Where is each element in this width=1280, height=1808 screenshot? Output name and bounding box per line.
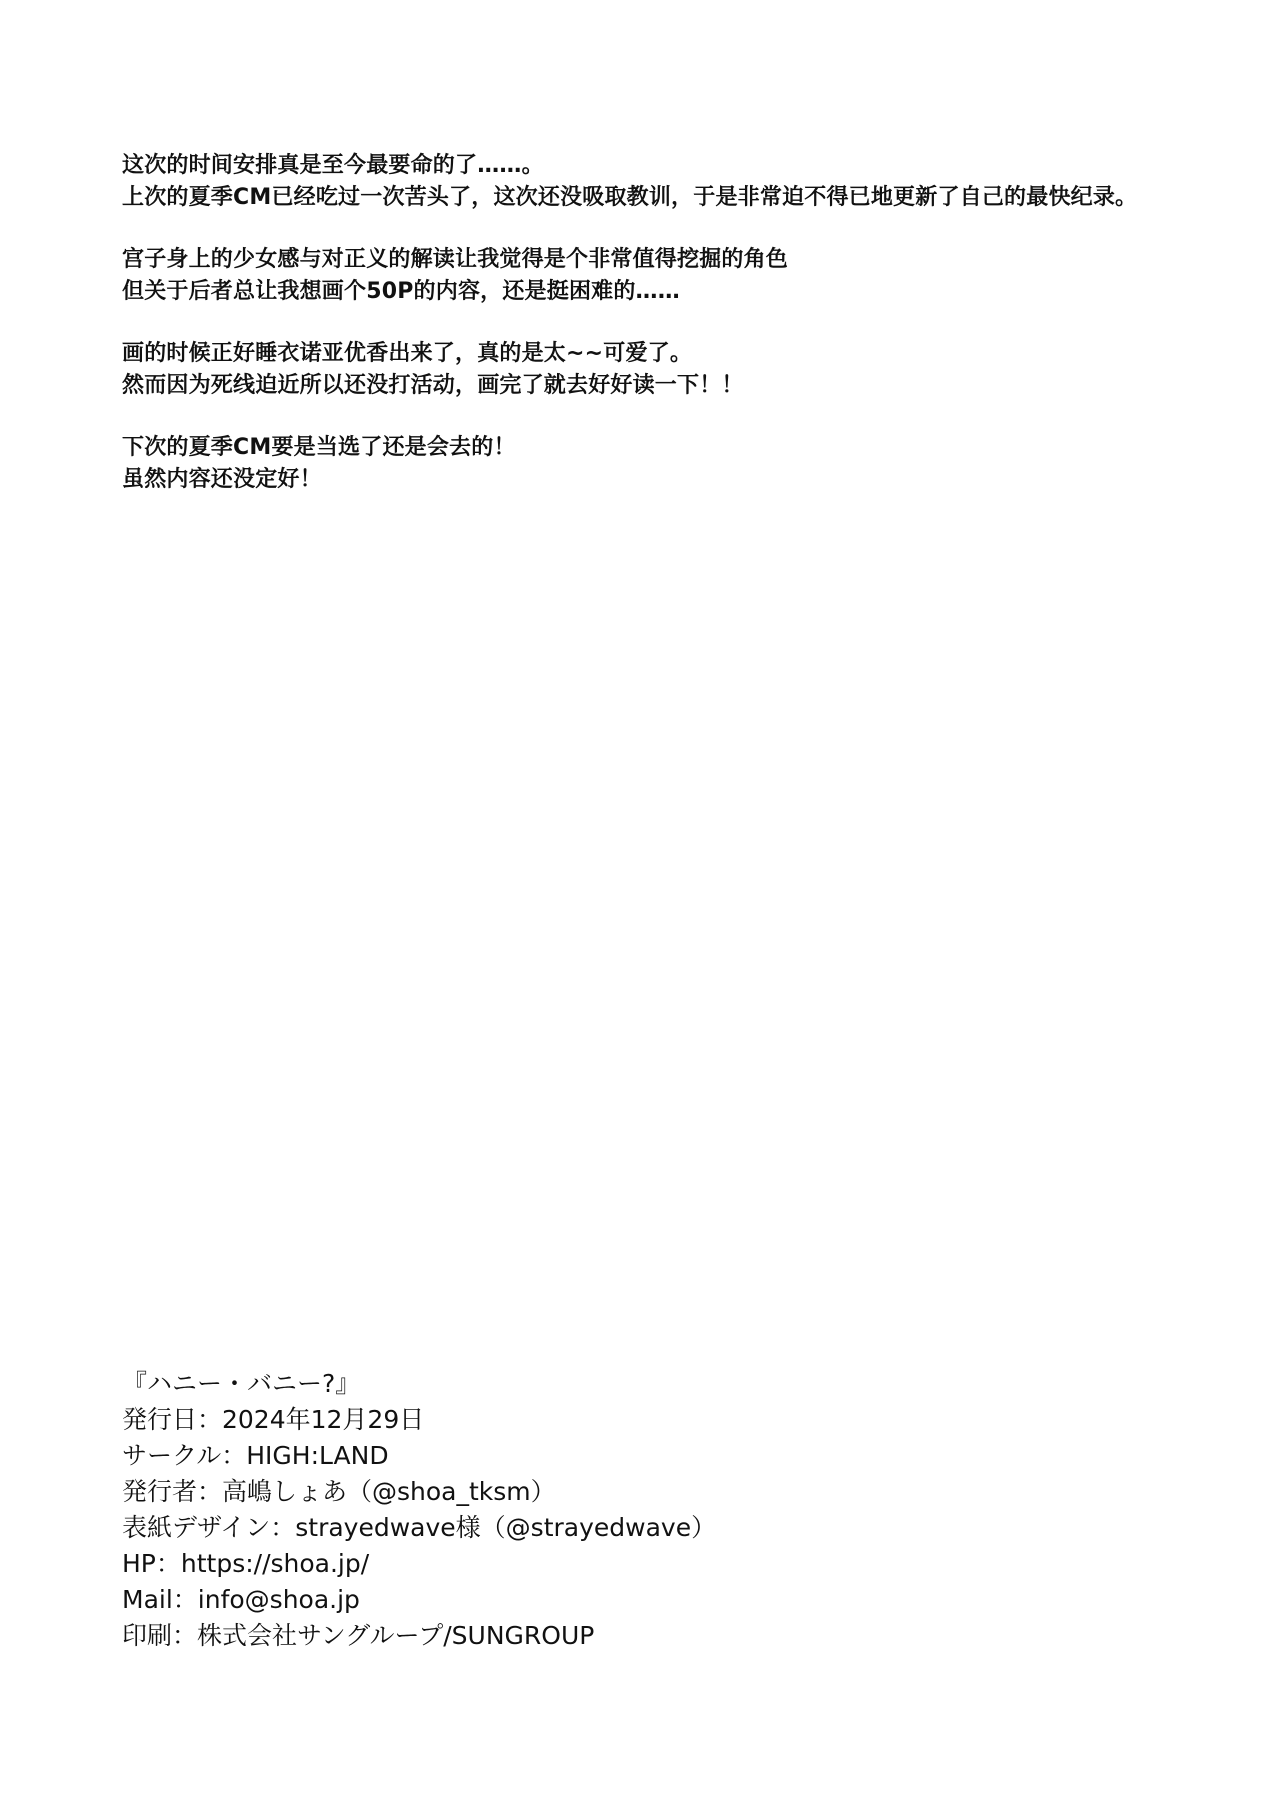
- afterword-line: 但关于后者总让我想画个50P的内容，还是挺困难的……: [122, 279, 680, 304]
- afterword-paragraph-1: [122, 150, 1262, 214]
- colophon-publisher: 発行者：高嶋しょあ（@shoa_tksm）: [122, 1477, 556, 1506]
- colophon-homepage: HP：https://shoa.jp/: [122, 1549, 370, 1578]
- colophon-mail: Mail：info@shoa.jp: [122, 1585, 360, 1614]
- afterword-paragraph-4: [122, 432, 1262, 496]
- colophon-circle: サークル：HIGH:LAND: [122, 1441, 389, 1470]
- colophon: [122, 1366, 1122, 1654]
- colophon-printer: 印刷：株式会社サングループ/SUNGROUP: [122, 1621, 595, 1650]
- afterword-line: 然而因为死线迫近所以还没打活动，画完了就去好好读一下！！: [122, 373, 744, 398]
- afterword-line: 上次的夏季CM已经吃过一次苦头了，这次还没吸取教训，于是非常迫不得已地更新了自己的最快纪录。: [122, 185, 1138, 210]
- colophon-issue-date: 発行日：2024年12月29日: [122, 1405, 425, 1434]
- afterword-line: 宫子身上的少女感与对正义的解读让我觉得是个非常值得挖掘的角色: [122, 247, 789, 272]
- colophon-title: 『ハニー・バニー?』: [122, 1369, 361, 1398]
- afterword-line: 虽然内容还没定好！: [122, 467, 322, 492]
- afterword: [122, 150, 1262, 526]
- afterword-paragraph-2: [122, 244, 1262, 308]
- afterword-line: 下次的夏季CM要是当选了还是会去的！: [122, 435, 516, 460]
- afterword-line: 画的时候正好睡衣诺亚优香出来了，真的是太~~可爱了。: [122, 341, 693, 366]
- colophon-cover-design: 表紙デザイン：strayedwave様（@strayedwave）: [122, 1513, 717, 1542]
- afterword-paragraph-3: [122, 338, 1262, 402]
- afterword-line: 这次的时间安排真是至今最要命的了……。: [122, 153, 544, 178]
